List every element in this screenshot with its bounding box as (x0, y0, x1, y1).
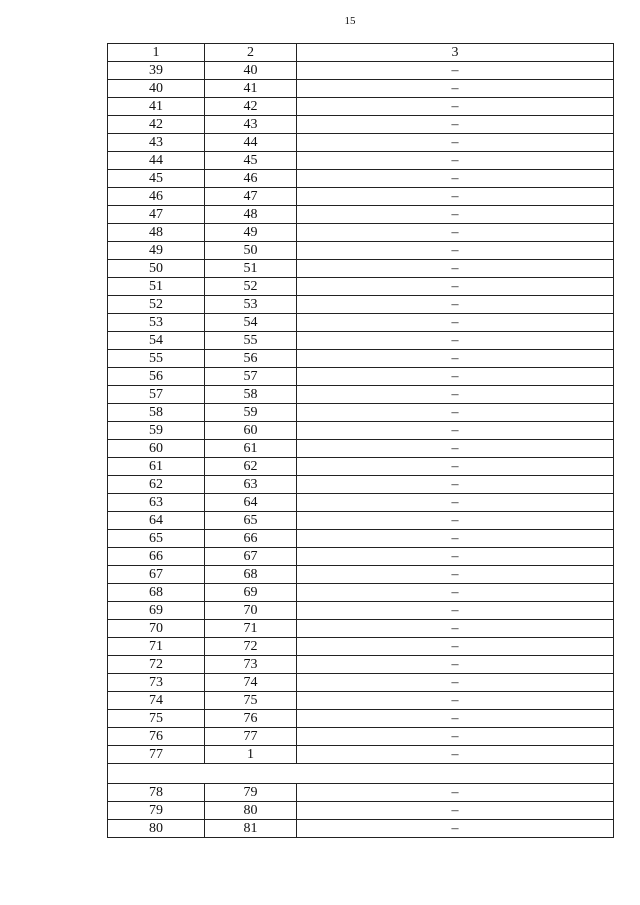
table-cell: – (297, 188, 614, 206)
table-cell: – (297, 206, 614, 224)
table-cell: 72 (108, 656, 205, 674)
table-cell: 72 (205, 638, 297, 656)
table-row (108, 584, 614, 602)
table-cell: – (297, 710, 614, 728)
table-cell: 44 (205, 134, 297, 152)
table-cell: – (297, 116, 614, 134)
column-header: 1 (108, 44, 205, 62)
table-cell: – (297, 404, 614, 422)
table-cell: – (297, 746, 614, 764)
table-row (108, 242, 614, 260)
table-cell: 69 (108, 602, 205, 620)
table-cell: 54 (205, 314, 297, 332)
table-cell: – (297, 566, 614, 584)
table-cell: – (297, 656, 614, 674)
table-cell: – (297, 512, 614, 530)
table-cell: 81 (205, 820, 297, 838)
table-cell: 77 (205, 728, 297, 746)
table-cell: 74 (108, 692, 205, 710)
table-cell: – (297, 260, 614, 278)
table-cell: – (297, 296, 614, 314)
table-cell: – (297, 638, 614, 656)
table-cell: 65 (108, 530, 205, 548)
table-cell: 57 (205, 368, 297, 386)
table-cell: 41 (108, 98, 205, 116)
table-row (108, 386, 614, 404)
table-cell: – (297, 278, 614, 296)
table-cell: 74 (205, 674, 297, 692)
table-row (108, 458, 614, 476)
table-row (108, 62, 614, 80)
table-cell: 80 (108, 820, 205, 838)
table-cell: 39 (108, 62, 205, 80)
table-row (108, 692, 614, 710)
table-cell: – (297, 62, 614, 80)
table-cell: 50 (108, 260, 205, 278)
table-cell: – (297, 422, 614, 440)
table-cell: 55 (205, 332, 297, 350)
table-cell: 56 (205, 350, 297, 368)
table-cell: – (297, 386, 614, 404)
table-cell: – (297, 728, 614, 746)
table-row (108, 278, 614, 296)
table-row (108, 566, 614, 584)
table-cell: 60 (108, 440, 205, 458)
table-cell: – (297, 350, 614, 368)
table-cell: 47 (108, 206, 205, 224)
table-cell: 56 (108, 368, 205, 386)
table-cell: – (297, 368, 614, 386)
table-cell: 40 (205, 62, 297, 80)
table-cell: 66 (108, 548, 205, 566)
table-cell: 63 (205, 476, 297, 494)
table-row (108, 350, 614, 368)
table-cell: – (297, 494, 614, 512)
table-row (108, 422, 614, 440)
table-cell: 76 (205, 710, 297, 728)
table-row (108, 296, 614, 314)
table-cell: – (297, 242, 614, 260)
table-cell: 69 (205, 584, 297, 602)
table-cell: 43 (108, 134, 205, 152)
table-cell: 67 (108, 566, 205, 584)
data-table (107, 43, 614, 838)
table-cell: – (297, 476, 614, 494)
table-row (108, 224, 614, 242)
table-cell: – (297, 620, 614, 638)
table-cell: 41 (205, 80, 297, 98)
table-row (108, 80, 614, 98)
table-cell: – (297, 224, 614, 242)
table-cell: 65 (205, 512, 297, 530)
table-cell: – (297, 80, 614, 98)
table-row (108, 368, 614, 386)
table-row (108, 512, 614, 530)
table-cell: 43 (205, 116, 297, 134)
table-cell: 40 (108, 80, 205, 98)
table-cell: – (297, 458, 614, 476)
table-cell: 61 (205, 440, 297, 458)
table-row (108, 530, 614, 548)
table-cell: 58 (108, 404, 205, 422)
table-cell: 52 (205, 278, 297, 296)
table-cell: 66 (205, 530, 297, 548)
table-cell: 64 (205, 494, 297, 512)
table-cell: 54 (108, 332, 205, 350)
table-cell: 42 (108, 116, 205, 134)
table-cell: 48 (205, 206, 297, 224)
table-cell: 73 (108, 674, 205, 692)
table-cell: 1 (205, 746, 297, 764)
table-cell: 79 (108, 802, 205, 820)
table-row (108, 710, 614, 728)
table-cell: 42 (205, 98, 297, 116)
table-row (108, 548, 614, 566)
table-cell: 57 (108, 386, 205, 404)
table-cell: 62 (108, 476, 205, 494)
table-cell: – (297, 530, 614, 548)
table-row (108, 332, 614, 350)
table-cell: 70 (108, 620, 205, 638)
table-row (108, 404, 614, 422)
table-row (108, 602, 614, 620)
table-cell: – (297, 170, 614, 188)
table-cell: – (297, 98, 614, 116)
table-row (108, 98, 614, 116)
table-cell: 51 (205, 260, 297, 278)
table-cell: 49 (205, 224, 297, 242)
table-cell: 51 (108, 278, 205, 296)
table-row (108, 656, 614, 674)
table-row (108, 674, 614, 692)
table-row (108, 494, 614, 512)
table-cell: 59 (205, 404, 297, 422)
column-header: 3 (297, 44, 614, 62)
table-row (108, 152, 614, 170)
table-row (108, 784, 614, 802)
table-row (108, 206, 614, 224)
table-cell: 75 (205, 692, 297, 710)
table-cell: 58 (205, 386, 297, 404)
table-separator-cell (108, 764, 614, 784)
table-cell: – (297, 802, 614, 820)
table-cell: 67 (205, 548, 297, 566)
table-cell: 52 (108, 296, 205, 314)
table-row (108, 260, 614, 278)
table-row (108, 728, 614, 746)
table-cell: 48 (108, 224, 205, 242)
table-row (108, 188, 614, 206)
table-row (108, 620, 614, 638)
table-cell: 70 (205, 602, 297, 620)
table-cell: – (297, 314, 614, 332)
table-cell: 71 (108, 638, 205, 656)
table-cell: 44 (108, 152, 205, 170)
table-cell: 79 (205, 784, 297, 802)
table-cell: 68 (205, 566, 297, 584)
table-cell: – (297, 134, 614, 152)
table-separator-row (108, 764, 614, 784)
table-cell: 63 (108, 494, 205, 512)
table-cell: 62 (205, 458, 297, 476)
table-cell: 64 (108, 512, 205, 530)
table-cell: – (297, 674, 614, 692)
table-row (108, 802, 614, 820)
table-row (108, 746, 614, 764)
table-cell: 77 (108, 746, 205, 764)
table-cell: 46 (108, 188, 205, 206)
table-cell: 47 (205, 188, 297, 206)
page-number: 15 (344, 15, 356, 27)
table-cell: 59 (108, 422, 205, 440)
table-cell: – (297, 692, 614, 710)
table-cell: – (297, 332, 614, 350)
table-cell: 45 (205, 152, 297, 170)
table-row (108, 116, 614, 134)
table-row (108, 476, 614, 494)
table-cell: – (297, 784, 614, 802)
table-cell: 60 (205, 422, 297, 440)
table-cell: – (297, 584, 614, 602)
table-cell: 71 (205, 620, 297, 638)
table-cell: 80 (205, 802, 297, 820)
column-header: 2 (205, 44, 297, 62)
table-cell: 46 (205, 170, 297, 188)
table-row (108, 820, 614, 838)
table-cell: 45 (108, 170, 205, 188)
table-cell: 53 (205, 296, 297, 314)
table-cell: – (297, 602, 614, 620)
table-body (108, 44, 614, 838)
table-cell: 75 (108, 710, 205, 728)
table-cell: – (297, 440, 614, 458)
table-row (108, 134, 614, 152)
table-header-row (108, 44, 614, 62)
table-row (108, 638, 614, 656)
table-cell: – (297, 152, 614, 170)
table-cell: 53 (108, 314, 205, 332)
table-row (108, 314, 614, 332)
table-cell: 61 (108, 458, 205, 476)
table-row (108, 170, 614, 188)
table-cell: 68 (108, 584, 205, 602)
table-cell: 73 (205, 656, 297, 674)
table-cell: 49 (108, 242, 205, 260)
table-cell: – (297, 548, 614, 566)
table-row (108, 440, 614, 458)
table-cell: 76 (108, 728, 205, 746)
table-cell: 78 (108, 784, 205, 802)
table-cell: – (297, 820, 614, 838)
table-cell: 50 (205, 242, 297, 260)
table-cell: 55 (108, 350, 205, 368)
